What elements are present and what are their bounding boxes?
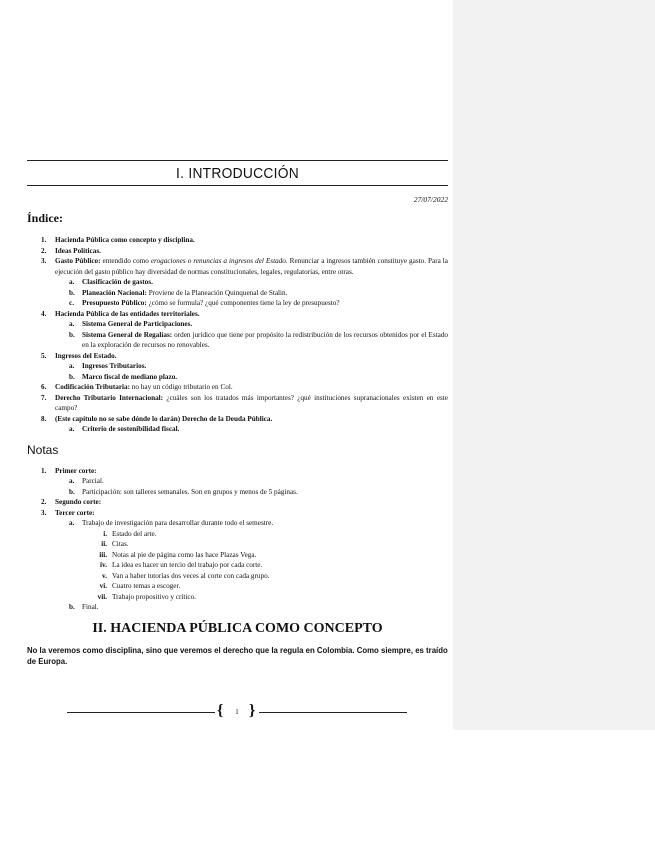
list-item-label: Marco fiscal de mediano plazo. [82, 372, 178, 381]
list-item [27, 581, 448, 592]
list-number: 3. [41, 257, 47, 265]
list-item [27, 550, 448, 561]
list-number: a. [69, 477, 75, 485]
list-item-text: Estado del arte. [112, 529, 157, 538]
list-item [27, 330, 448, 351]
list-item [27, 319, 448, 330]
list-item-text: Trabajo de investigación para desarrollar durante todo el semestre. [82, 519, 274, 527]
list-item-text: entendido como [100, 257, 151, 265]
list-item [27, 424, 448, 435]
list-item [27, 382, 448, 393]
list-item-label: Sistema General de Participaciones. [82, 320, 193, 328]
list-item-text: ¿cómo se formula? ¿qué componentes tiene la ley de presupuesto? [146, 299, 340, 307]
list-item [27, 508, 448, 519]
list-item-text: Final. [82, 603, 99, 611]
footer-line-right [259, 712, 407, 713]
list-item-label: Derecho Tributario Internacional: [55, 393, 164, 402]
list-item [27, 361, 448, 372]
list-item [27, 351, 448, 362]
list-item-text: orden jurídico que tiene por propósito la redistribución de los recursos obtenidos por el Estado en la exploración de recursos no renovables. [82, 330, 448, 349]
list-item [27, 571, 448, 582]
list-item-label: Segundo corte: [55, 498, 102, 506]
left-brace-icon: { [217, 702, 224, 719]
list-item [27, 560, 448, 571]
page-title: I. INTRODUCCIÓN [176, 165, 299, 182]
list-number: iii. [99, 550, 107, 559]
list-number: 2. [41, 246, 47, 255]
list-item [27, 256, 448, 277]
list-number: b. [69, 288, 75, 297]
list-item [27, 393, 448, 414]
list-number: v. [102, 571, 107, 580]
list-item [27, 539, 448, 550]
list-item-text: Cuatro temas a escoger. [112, 582, 181, 590]
list-item-label: Planeación Nacional: [82, 288, 147, 297]
list-item [27, 288, 448, 299]
list-item-text: Notas al pie de página como las hace Plazas Vega. [112, 550, 257, 559]
list-number: 6. [41, 383, 47, 391]
notas-heading: Notas [27, 442, 59, 457]
list-number: i. [103, 529, 107, 538]
list-number: 2. [41, 498, 47, 506]
list-item-text: La idea es hacer un tercio del trabajo por cada corte. [112, 561, 263, 569]
list-number: a. [69, 362, 75, 370]
list-item [27, 277, 448, 288]
list-item-emphasis: erogaciones o renuncias a ingresos del Estado [150, 257, 286, 265]
right-brace-icon: } [249, 702, 256, 719]
list-item [27, 476, 448, 487]
list-item-text: ¿cuáles son los tratados más importantes? ¿qué instituciones supranacionales existen en este campo? [55, 393, 448, 412]
list-item [27, 592, 448, 603]
list-item-label: Primer corte: [55, 466, 97, 475]
list-number: a. [69, 519, 75, 527]
list-number: 8. [41, 414, 47, 423]
list-item [27, 235, 448, 246]
list-number: vii. [97, 592, 107, 601]
list-number: c. [69, 299, 74, 307]
list-item-text: Participación: son talleres semanales. Son en grupos y menos de 5 páginas. [82, 487, 298, 496]
list-item-label: Codificación Tributaria: [55, 383, 131, 391]
list-item-label: Sistema General de Regalías: [82, 330, 173, 339]
list-number: a. [69, 278, 75, 286]
list-item-label: Tercer corte: [55, 508, 95, 517]
document-date: 27/07/2022 [413, 195, 448, 204]
list-item-text: Trabajo propositivo y crítico. [112, 592, 196, 601]
list-item-label: Clasificación de gastos. [82, 278, 153, 286]
document-page [27, 160, 448, 667]
notas-list [27, 466, 448, 613]
title-bottom-rule [27, 185, 448, 186]
list-item-text: Citas. [112, 540, 129, 548]
list-number: 5. [41, 351, 47, 360]
list-number: ii. [101, 540, 107, 548]
list-item-label: Hacienda Pública como concepto y disciplina. [55, 236, 195, 244]
comment-pane [453, 0, 655, 730]
title-top-rule [27, 160, 448, 161]
list-item [27, 466, 448, 477]
list-item-text: Proviene de la Planeación Quinquenal de Stalin. [146, 288, 288, 297]
list-item [27, 372, 448, 383]
list-number: a. [69, 320, 75, 328]
list-item-label: Presupuesto Público: [82, 299, 147, 307]
list-item-text: Van a haber tutorías dos veces al corte con cada grupo. [112, 571, 270, 580]
list-item-label: Ingresos Tributarios. [82, 362, 147, 370]
list-item-text: . Renunciar a ingresos también constituye gasto. Para la ejecución del gasto público hay diversidad de normas constitucionales, legales, regulatorias, entre otras. [55, 257, 448, 276]
page-footer [67, 702, 407, 722]
list-item-label: Criterio de sostenibilidad fiscal. [82, 425, 180, 433]
list-item-text: Parcial. [82, 477, 104, 485]
page-number: 1 [235, 708, 239, 716]
list-item [27, 518, 448, 529]
list-item [27, 246, 448, 257]
list-item [27, 497, 448, 508]
list-number: 3. [41, 508, 47, 517]
list-number: a. [69, 425, 75, 433]
list-item-label: (Este capítulo no se sabe dónde lo darán) Derecho de la Deuda Pública. [55, 414, 273, 423]
list-number: iv. [100, 561, 107, 569]
list-item [27, 602, 448, 613]
list-item [27, 487, 448, 498]
list-item-label: Hacienda Pública de las entidades territoriales. [55, 309, 200, 318]
list-number: b. [69, 330, 75, 339]
list-number: b. [69, 603, 75, 611]
section2-paragraph: No la veremos como disciplina, sino que veremos el derecho que la regula en Colombia. Como siempre, es traído de Europa. [27, 645, 448, 666]
list-item-label: Ingresos del Estado. [55, 351, 117, 360]
list-number: 7. [41, 393, 47, 402]
list-item-text: no hay un código tributario en Col. [130, 383, 233, 391]
list-number: vi. [99, 582, 107, 590]
list-number: b. [69, 372, 75, 381]
list-item [27, 414, 448, 425]
list-item-label: Gasto Público: [55, 257, 101, 265]
list-item [27, 298, 448, 309]
list-number: 1. [41, 466, 47, 475]
indice-list [27, 235, 448, 435]
footer-line-left [67, 712, 215, 713]
list-number: 1. [41, 236, 47, 244]
list-item [27, 529, 448, 540]
list-number: 4. [41, 309, 47, 318]
section2-title: II. HACIENDA PÚBLICA COMO CONCEPTO [92, 620, 383, 636]
list-number: b. [69, 487, 75, 496]
list-item-label: Ideas Políticas. [55, 246, 101, 255]
indice-heading: Índice: [27, 211, 63, 225]
list-item [27, 309, 448, 320]
